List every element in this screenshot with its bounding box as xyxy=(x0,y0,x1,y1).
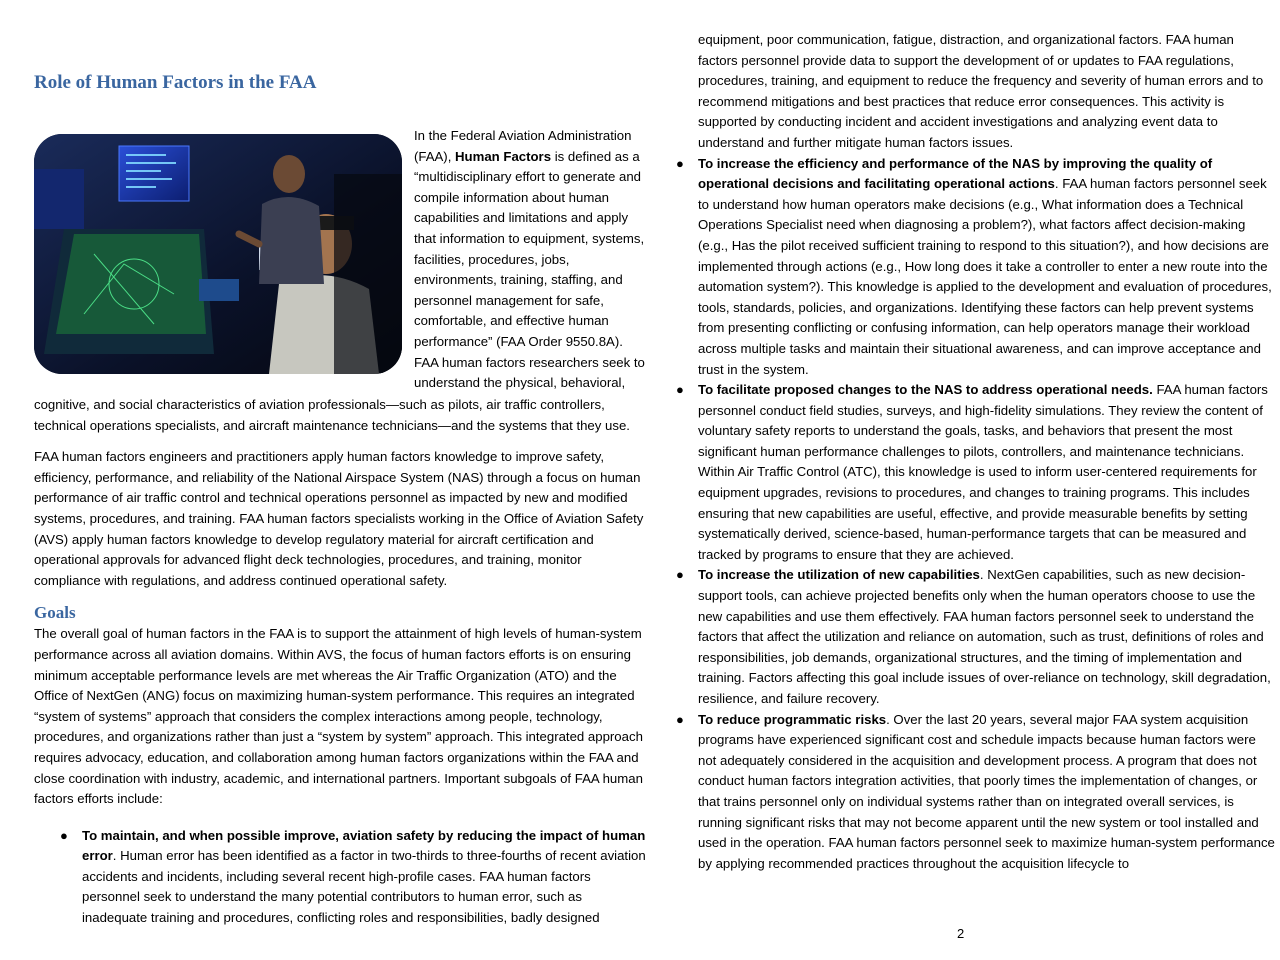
subgoal-text: . Over the last 20 years, several major FAA system acquisition programs have experienced significant cost and schedule impacts because human factors were not adequately considered in the acquisition and development process. A program that does not conduct human factors integration activities, that poorly times the implementation of changes, or that trains personnel only on individual systems rather than on integrated overall services, is running significant risks that may not become apparent until the new system or tool installed and used in the operation. FAA human factors personnel seek to maximize human-system performance by applying recommended practices throughout the acquisition lifecycle to xyxy=(698,711,1275,871)
list-item xyxy=(676,565,1276,709)
intro-bold-term: Human Factors xyxy=(455,148,552,164)
subgoals-list-left xyxy=(34,826,646,929)
left-column-body xyxy=(34,395,646,929)
intro-paragraph xyxy=(414,126,650,394)
subgoals-list-right xyxy=(676,154,1276,875)
list-item xyxy=(676,154,1276,381)
atc-photo-illustration xyxy=(34,134,402,374)
subgoal-title: To facilitate proposed changes to the NAS to address operational needs. xyxy=(698,382,1153,398)
paragraph-nas: FAA human factors engineers and practitioners apply human factors knowledge to improve safety, efficiency, performance, and reliability of the National Airspace System (NAS) through a focus on human performance of air traffic control and technical operations personnel as impacted by new and modified systems, procedures, and training. FAA human factors specialists working in the Office of Aviation Safety (AVS) apply human factors knowledge to develop regulatory material for aircraft certification and operational approvals for advanced flight deck technologies, procedures, and training, monitor compliance with regulations, and address continued operational safety. xyxy=(34,449,644,588)
subgoal-text: . FAA human factors personnel seek to understand how human operators make decisions (e.g., What information does a Technical Operations Specialist need when diagnosing a problem?), what factors affect decision-making (e.g., Has the pilot received sufficient training to respond to this situation?), and how decisions are implemented through actions (e.g., How long does it take a controller to enter a new route into the automation system?). This knowledge is applied to the development and evaluation of procedures, tools, standards, policies, and organizations. Identifying these factors can help prevent systems from presenting conflicting or confusing information, can help operators manage their workload across multiple tasks and maintain their situational awareness, and can improve acceptance and trust in the system. xyxy=(698,176,1272,377)
bullet-icon: ● xyxy=(60,827,68,843)
list-item xyxy=(676,710,1276,875)
goals-paragraph: The overall goal of human factors in the FAA is to support the attainment of high levels of human-system performance across all aviation domains. Within AVS, the focus of human factors efforts is on ensuring minimum acceptable performance levels are met whereas the Air Traffic Organization (ATO) and the Office of NextGen (ANG) focus on maximizing human-system performance. This requires an integrated “system of systems” approach that considers the complex interactions among people, technology, procedures, and organizations rather than just a “system by system” approach. This integrated approach requires advocacy, education, and collaboration among human factors organizations within the FAA and close coordination with industry, academic, and international partners. Important subgoals of FAA human factors efforts include: xyxy=(34,626,643,807)
list-item xyxy=(60,826,646,929)
subgoal-title: To increase the efficiency and performance of the NAS by improving the quality of operational decisions and facilitating operational actions xyxy=(698,155,1213,192)
subgoal-title: To reduce programmatic risks xyxy=(698,711,887,727)
continuation-paragraph: equipment, poor communication, fatigue, distraction, and organizational factors. FAA human factors personnel provide data to support the development of or updates to FAA regulations, procedures, training, and equipment to reduce the frequency and severity of human errors and to recommend mitigations and best practices that reduce error consequences. This activity is supported by conducting incident and accident investigations and analyzing event data to understand and further mitigate human factors issues. xyxy=(698,32,1264,150)
list-item xyxy=(676,380,1276,565)
intro-text-end: is defined as a “multidisciplinary effort to generate and compile information about human capabilities and limitations and apply that information to equipment, systems, facilities, procedures, jobs, environments, training, staffing, and personnel management for safe, comfortable, and effective human performance” (FAA Order 9550.8A). FAA human factors researchers seek to understand the physical, behavioral, xyxy=(414,148,645,391)
subgoal-title: To maintain, and when possible improve, aviation safety by reducing the impact of human error xyxy=(82,827,646,864)
bullet-icon: ● xyxy=(676,382,684,398)
page-title: Role of Human Factors in the FAA xyxy=(34,72,317,93)
intro-text-start: In the Federal Aviation Administration (FAA), xyxy=(414,128,632,164)
subgoal-text: . Human error has been identified as a factor in two-thirds to three-fourths of recent aviation accidents and incidents, including several recent high-profile cases. FAA human factors personnel seek to understand the many potential contributors to human error, such as inadequate training and procedures, conflicting roles and responsibilities, badly designed xyxy=(82,848,646,926)
goals-heading: Goals xyxy=(34,603,76,623)
bullet-icon: ● xyxy=(676,567,684,583)
right-column xyxy=(676,30,1276,874)
atc-operator-photo xyxy=(34,134,402,374)
subgoal-text: FAA human factors personnel conduct field studies, surveys, and high-fidelity simulations. They review the content of voluntary safety reports to understand the goals, tasks, and behaviors that present the most significant human performance challenges to pilots, controllers, and maintenance technicians. Within Air Traffic Control (ATC), this knowledge is used to inform user-centered requirements for equipment upgrades, revisions to procedures, and changes to training programs. This includes ensuring that new capabilities are useful, effective, and provide measurable benefits by setting systematically derived, science-based, human-performance targets that can be measured and tracked by programs to ensure that they are achieved. xyxy=(698,382,1268,562)
subgoal-text: . NextGen capabilities, such as new decision-support tools, can achieve projected benefits only when the human operators choose to use the new capabilities and use them effectively. FAA human factors personnel seek to understand the factors that affect the utilization and reliance on automation, such as trust, definitions of roles and responsibilities, job demands, organizational structures, and the timing of implementation and training. Factors affecting this goal include issues of over-reliance on technology, skill degradation, resilience, and failure recovery. xyxy=(698,567,1271,706)
intro-continued: cognitive, and social characteristics of aviation professionals—such as pilots, air traffic controllers, technical operations specialists, and aircraft maintenance technicians—and the systems that they use. xyxy=(34,397,630,433)
bullet-icon: ● xyxy=(676,711,684,727)
subgoal-title: To increase the utilization of new capabilities xyxy=(698,567,980,583)
page-number: 2 xyxy=(957,926,965,941)
bullet-icon: ● xyxy=(676,155,684,171)
